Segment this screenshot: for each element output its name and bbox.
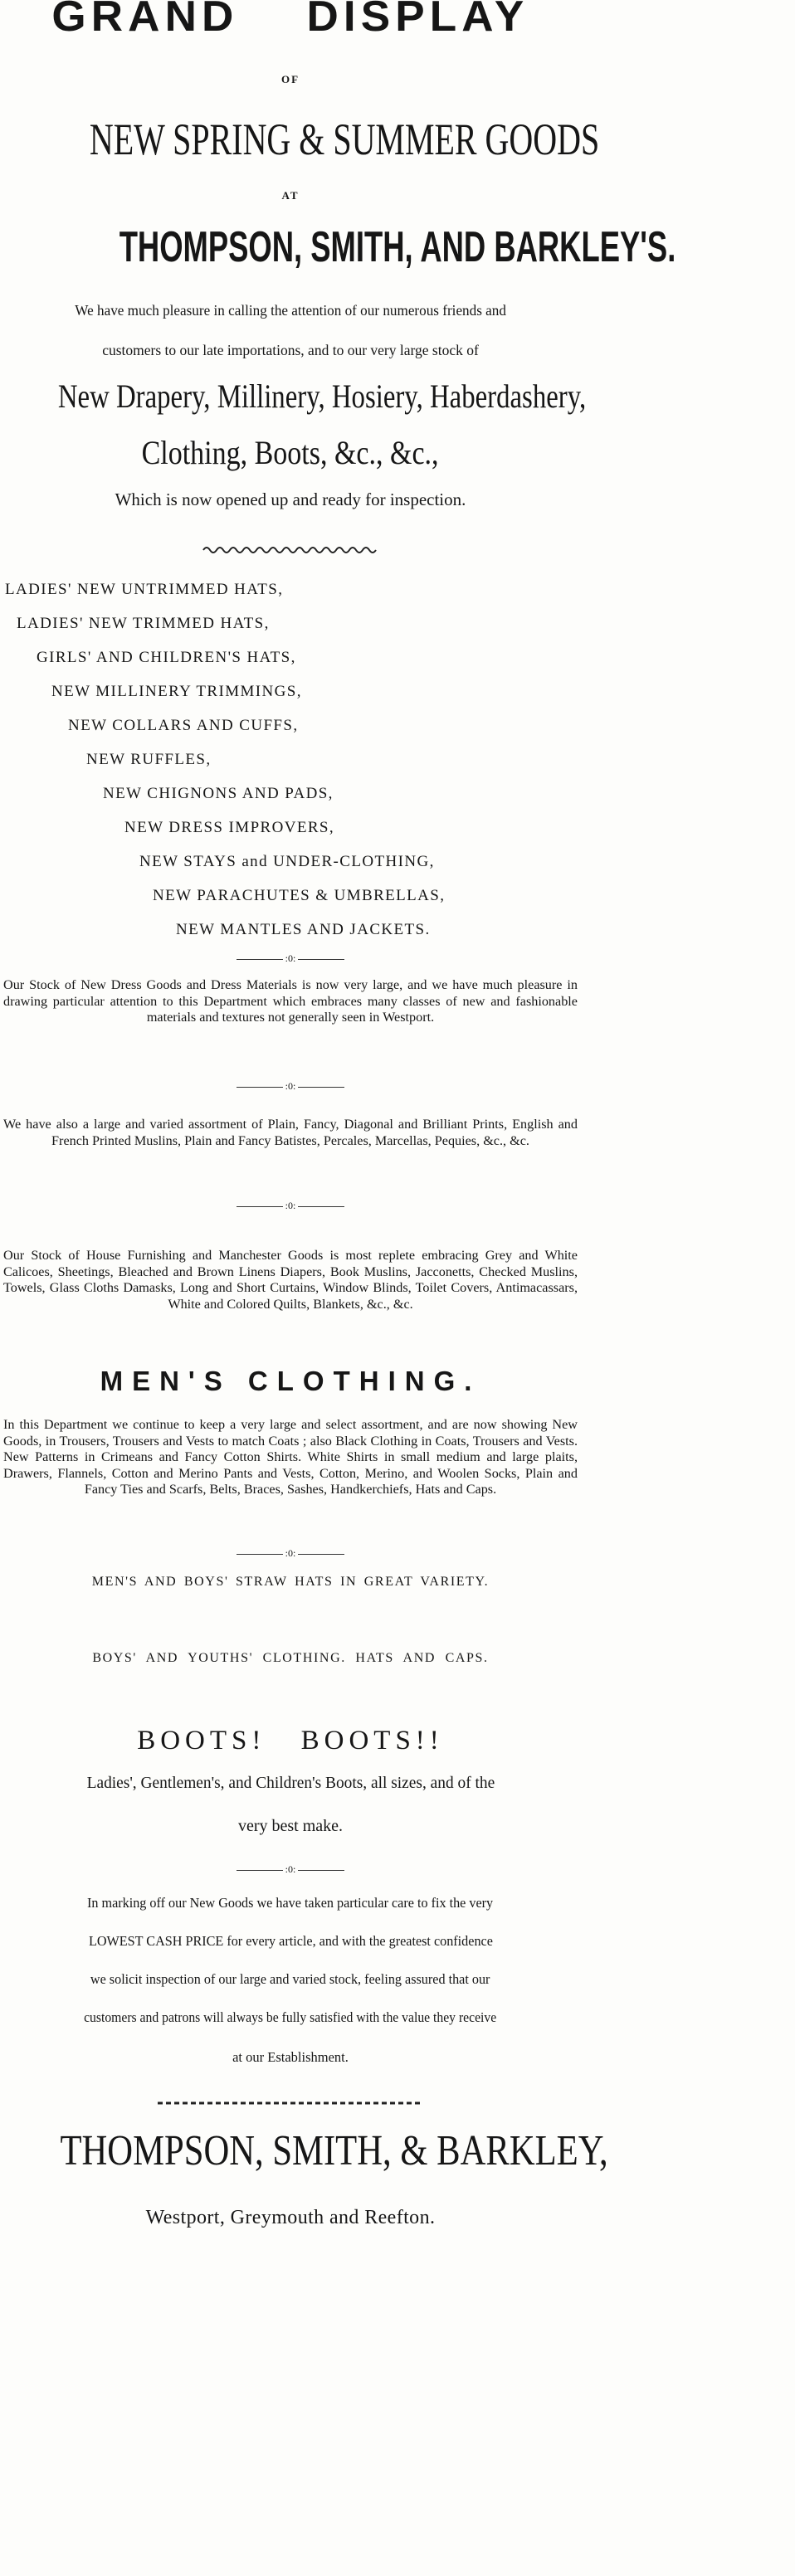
straw-hats-line: MEN'S AND BOYS' STRAW HATS IN GREAT VARIETY.: [91, 1575, 490, 1589]
divider-mark: :0:: [285, 1200, 296, 1211]
footer-firm-text: THOMPSON, SMITH, & BARKLEY,: [60, 2127, 608, 2174]
of-label: OF: [280, 73, 300, 85]
intro-line-3-text: New Drapery, Millinery, Hosiery, Haberdashery,: [57, 377, 587, 415]
footer-towns: Westport, Greymouth and Reefton.: [145, 2207, 436, 2228]
dashed-ornament: [158, 2099, 423, 2107]
firm-heading: [0, 223, 676, 271]
closing-line-4: [0, 2009, 581, 2026]
intro-line-3: [0, 377, 587, 415]
intro-line-1-text: We have much pleasure in calling the attention of our numerous friends and: [75, 302, 506, 319]
boots-line-2: very best make.: [237, 1817, 344, 1835]
closing-line-2-text: LOWEST CASH PRICE for every article, and with the greatest confidence: [88, 1933, 493, 1949]
list-item-ruffles: NEW RUFFLES,: [86, 751, 212, 768]
intro-line-4-text: Clothing, Boots, &c., &c.,: [142, 434, 439, 471]
intro-line-2: customers to our late importations, and to our very large stock of: [102, 342, 479, 358]
intro-line-1: [0, 302, 581, 319]
boots-heading: BOOTS! BOOTS!!: [137, 1726, 444, 1755]
section-divider-3: [0, 1200, 581, 1211]
list-item-parachutes: NEW PARACHUTES & UMBRELLAS,: [153, 887, 446, 904]
goods-heading-text: NEW SPRING & SUMMER GOODS: [89, 114, 600, 164]
list-item-millinery-trimmings: NEW MILLINERY TRIMMINGS,: [51, 683, 302, 700]
dress-goods-paragraph: Our Stock of New Dress Goods and Dress Materials is now very large, and we have much pleasure in drawing particular attention to this Department which embraces many classes of new and fashionable materials and textures not generally seen in Westport.: [3, 977, 578, 1025]
closing-line-1: [0, 1895, 581, 1911]
house-furnishing-paragraph: Our Stock of House Furnishing and Manchester Goods is most replete embracing Grey and White Calicoes, Sheetings, Bleached and Brown Linens Diapers, Book Muslins, Jacconetts, Checked Muslins, Towels, Glass Cloths Damasks, Long and Short Curtains, Window Blinds, Toilet Covers, Antimacassars, White and Colored Quilts, Blankets, &c., &c.: [3, 1248, 578, 1312]
grand-display-heading: [0, 0, 581, 40]
list-item-untrimmed-hats: LADIES' NEW UNTRIMMED HATS,: [5, 581, 284, 598]
section-divider-4: [0, 1547, 581, 1559]
closing-line-3: [0, 1971, 581, 1988]
list-item-trimmed-hats: LADIES' NEW TRIMMED HATS,: [17, 615, 270, 632]
boots-line-1: [0, 1774, 581, 1793]
list-item-dress-improvers: NEW DRESS IMPROVERS,: [124, 819, 335, 836]
boys-clothing-line: BOYS' AND YOUTHS' CLOTHING. HATS AND CAPS.: [92, 1651, 489, 1665]
intro-line-5: Which is now opened up and ready for inspection.: [115, 489, 466, 509]
list-item-childrens-hats: GIRLS' AND CHILDREN'S HATS,: [37, 649, 296, 666]
divider-mark: :0:: [285, 1547, 296, 1559]
boots-line-1-text: Ladies', Gentlemen's, and Children's Boots, all sizes, and of the: [86, 1774, 495, 1792]
list-item-stays: NEW STAYS and UNDER-CLOTHING,: [139, 853, 435, 870]
at-label: AT: [281, 189, 300, 202]
list-item-collars-cuffs: NEW COLLARS AND CUFFS,: [68, 717, 299, 734]
intro-line-4: [0, 435, 581, 471]
prints-paragraph: We have also a large and varied assortment of Plain, Fancy, Diagonal and Brilliant Prints, English and French Printed Muslins, Plain and Fancy Batistes, Percales, Marcellas, Pequies, &c., &c.: [3, 1117, 578, 1148]
divider-mark: :0:: [285, 1863, 296, 1875]
closing-line-1-text: In marking off our New Goods we have taken particular care to fix the very: [87, 1895, 494, 1911]
goods-heading: [0, 114, 600, 164]
closing-line-5: at our Establishment.: [232, 2049, 349, 2065]
closing-line-3-text: we solicit inspection of our large and varied stock, feeling assured that our: [90, 1971, 490, 1987]
section-divider-1: [0, 952, 581, 964]
mens-clothing-paragraph: In this Department we continue to keep a very large and select assortment, and are now showing New Goods, in Trousers, Trousers and Vests to match Coats ; also Black Clothing in Coats, Trousers and Vests. New Patterns in Crimeans and Fancy Cotton Shirts. White Shirts in small medium and large plaits, Drawers, Flannels, Cotton and Merino Pants and Vests, Cotton, Merino, and Woolen Socks, Plain and Fancy Ties and Scarfs, Belts, Braces, Sashes, Handkerchiefs, Hats and Caps.: [3, 1417, 578, 1497]
divider-mark: :0:: [285, 952, 296, 964]
mens-clothing-heading: MEN'S CLOTHING.: [100, 1366, 481, 1396]
closing-line-4-text: customers and patrons will always be fully satisfied with the value they receive: [84, 2009, 497, 2025]
list-item-chignons-pads: NEW CHIGNONS AND PADS,: [103, 785, 334, 802]
list-item-mantles: NEW MANTLES AND JACKETS.: [176, 921, 431, 938]
wavy-ornament: [203, 543, 378, 557]
section-divider-2: [0, 1080, 581, 1092]
footer-firm: [0, 2127, 608, 2175]
grand-display-text: GRAND DISPLAY: [51, 0, 529, 41]
section-divider-5: [0, 1863, 581, 1875]
closing-line-2: [0, 1933, 581, 1950]
firm-heading-text: THOMPSON, SMITH, AND BARKLEY'S.: [119, 223, 676, 271]
divider-mark: :0:: [285, 1080, 296, 1092]
